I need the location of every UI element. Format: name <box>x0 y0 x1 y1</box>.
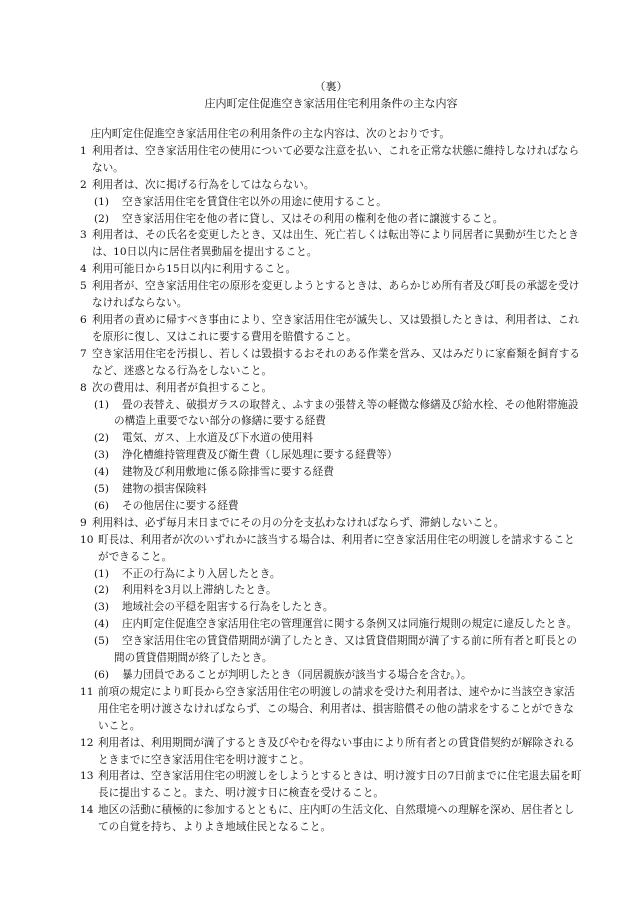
list-item: 10 町長は、利用者が次のいずれかに該当する場合は、利用者に空き家活用住宅の明渡しを請求することができること。 <box>80 533 575 563</box>
sub-list-item: (4) 庄内町定住促進空き家活用住宅の管理運営に関する条例又は同施行規則の規定に違反したとき。 <box>94 618 578 631</box>
sub-list-item: (3) 浄化槽維持管理費及び衛生費（し尿処理に要する経費等） <box>94 449 398 462</box>
list-item: 13 利用者は、空き家活用住宅の明渡しをしようとするときは、明け渡す日の7日前までに住宅退去届を町長に提出すること。また、明け渡す日に検査を受けること。 <box>80 770 582 800</box>
sub-list-item: (1) 空き家活用住宅を賃貸住宅以外の用途に使用すること。 <box>94 195 387 208</box>
list-item: 1 利用者は、空き家活用住宅の使用について必要な注意を払い、これを正常な状態に維持しなければならない。 <box>80 144 580 174</box>
sub-list-item: (6) 暴力団員であることが判明したとき（同居親族が該当する場合を含む。）。 <box>94 669 472 681</box>
sub-list-item: (2) 空き家活用住宅を他の者に貸し、又はその利用の権利を他の者に譲渡すること。 <box>94 212 504 225</box>
list-item: 11 前項の規定により町長から空き家活用住宅の明渡しの請求を受けた利用者は、速やかに当該空き家活用住宅を明け渡さなければならず、この場合、利用者は、損害賠償その他の請求をすることができないこと。 <box>80 685 575 732</box>
list-item: 7 空き家活用住宅を汚損し、若しくは毀損するおそれのある作業を営み、又はみだりに家畜類を飼育するなど、迷惑となる行為をしないこと。 <box>80 347 580 377</box>
list-item: 9 利用料は、必ず毎月末日までにその月の分を支払わなければならず、滞納しないこと。 <box>80 516 505 529</box>
list-item: 8 次の費用は、利用者が負担すること。 <box>80 381 273 394</box>
sub-list-item: (5) 空き家活用住宅の賃貸借期間が満了したとき、又は賃貸借期間が満了する前に所有者と町長との間の賃貸借期間が終了したとき。 <box>94 635 578 665</box>
sub-list-item: (5) 建物の損害保険料 <box>94 483 207 496</box>
list-item: 5 利用者が、空き家活用住宅の原形を変更しようとするときは、あらかじめ所有者及び町長の承認を受けなければならない。 <box>80 280 580 310</box>
sub-list-item: (1) 不正の行為により入居したとき。 <box>94 567 281 580</box>
list-item: 3 利用者は、その氏名を変更したとき、又は出生、死亡若しくは転出等により同居者に異動が生じたときは、10日以内に居住者異動届を提出すること。 <box>80 229 579 259</box>
document-title: 庄内町定住促進空き家活用住宅利用条件の主な内容 <box>204 97 458 110</box>
page-side-label: （裏） <box>314 80 348 93</box>
sub-list-item: (3) 地域社会の平穏を阻害する行為をしたとき。 <box>94 601 334 614</box>
sub-list-item: (6) その他居住に要する経費 <box>94 499 239 512</box>
list-item: 4 利用可能日から15日以内に利用すること。 <box>80 263 297 276</box>
sub-list-item: (2) 電気、ガス、上水道及び下水道の使用料 <box>94 432 314 445</box>
list-item: 2 利用者は、次に掲げる行為をしてはならない。 <box>80 178 315 191</box>
list-item: 12 利用者は、利用期間が満了するとき及びやむを得ない事由により所有者との賃貸借契約が解除されるときまでに空き家活用住宅を明け渡すこと。 <box>80 736 575 766</box>
sub-list-item: (4) 建物及び利用敷地に係る除排雪に要する経費 <box>94 466 334 479</box>
sub-list-item: (1) 畳の表替え、破損ガラスの取替え、ふすまの張替え等の軽微な修繕及び給水栓、その他附帯施設の構造上重要でない部分の修繕に要する経費 <box>94 398 579 428</box>
intro-paragraph: 庄内町定住促進空き家活用住宅の利用条件の主な内容は、次のとおりです。 <box>90 128 450 140</box>
list-item: 14 地区の活動に積極的に参加するとともに、庄内町の生活文化、自然環境への理解を深め、居住者としての自覚を持ち、よりよき地域住民となること。 <box>80 804 575 834</box>
list-item: 6 利用者の責めに帰すべき事由により、空き家活用住宅が滅失し、又は毀損したときは、利用者は、これを原形に復し、又はこれに要する費用を賠償すること。 <box>80 313 580 343</box>
sub-list-item: (2) 利用料を3月以上滞納したとき。 <box>94 584 277 597</box>
